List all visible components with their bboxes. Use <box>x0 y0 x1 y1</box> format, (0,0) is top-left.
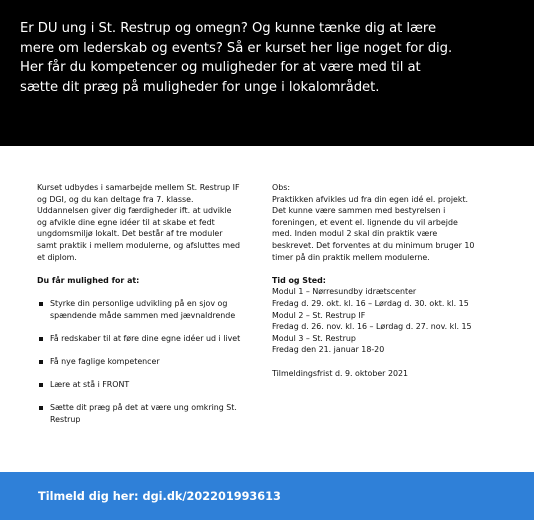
benefits-list <box>37 286 269 437</box>
signup-deadline: Tilmeldingsfrist d. 9. oktober 2021 <box>272 368 409 378</box>
time-place-heading: Tid og Sted: <box>272 275 326 285</box>
course-description: Kurset udbydes i samarbejde mellem St. Restrup IF og DGI, og du kan deltage fra 7. klasse. Uddannelsen giver dig færdigheder ift. at udvikle og afvikle dine egne idéer til at skabe et fedt ungdomsmiljø lokalt. Det består af tre moduler samt praktik i mellem modulerne, og afsluttes med et diplom. <box>37 183 240 262</box>
bullet-icon <box>39 406 43 410</box>
bullet-icon <box>39 383 43 387</box>
intro-banner <box>0 0 534 146</box>
bullet-icon <box>39 360 43 364</box>
benefit-text: Få nye faglige kompetencer <box>50 356 160 366</box>
signup-link[interactable]: Tilmeld dig her: dgi.dk/202201993613 <box>38 489 281 503</box>
obs-heading: Obs: <box>272 183 290 192</box>
module-1-date: Fredag d. 29. okt. kl. 16 – Lørdag d. 30. okt. kl. 15 <box>272 298 469 308</box>
benefit-text: Lære at stå i FRONT <box>50 380 130 390</box>
list-item <box>37 379 269 391</box>
list-item <box>37 333 269 345</box>
list-item <box>37 402 269 425</box>
right-column <box>272 182 504 379</box>
intro-text: Er DU ung i St. Restrup og omegn? Og kunne tænke dig at lære mere om lederskab og events? Så er kurset her lige noget for dig. Her får du kompetencer og muligheder for at være med til at sætte dit præg på muligheder for unge i lokalområdet. <box>20 21 453 95</box>
module-2-name: Modul 2 – St. Restrup IF <box>272 310 366 320</box>
bullet-icon <box>39 337 43 341</box>
benefit-text: Få redskaber til at føre dine egne idéer ud i livet <box>50 333 241 343</box>
list-item <box>37 356 269 368</box>
benefits-heading: Du får mulighed for at: <box>37 275 140 285</box>
left-column <box>37 182 269 437</box>
benefit-text: Sætte dit præg på det at være ung omkring St. Restrup <box>50 403 237 424</box>
bullet-icon <box>39 302 43 306</box>
benefit-text: Styrke din personlige udvikling på en sjov og spændende måde sammen med jævnaldrende <box>50 298 236 320</box>
list-item <box>37 298 269 321</box>
module-3-date: Fredag den 21. januar 18-20 <box>272 345 385 355</box>
signup-banner <box>0 472 534 520</box>
obs-text: Praktikken afvikles ud fra din egen idé el. projekt. Det kunne være sammen med bestyrelsen i foreningen, et event el. lignende du vil arbejde med. Inden modul 2 skal din praktik være beskrevet. Det forventes at du minimum bruger 10 timer på din praktik mellem modulerne. <box>272 194 475 262</box>
module-2-date: Fredag d. 26. nov. kl. 16 – Lørdag d. 27. nov. kl. 15 <box>272 322 472 332</box>
module-1-name: Modul 1 – Nørresundby idrætscenter <box>272 287 417 297</box>
course-info <box>0 146 534 472</box>
module-3-name: Modul 3 – St. Restrup <box>272 333 356 343</box>
